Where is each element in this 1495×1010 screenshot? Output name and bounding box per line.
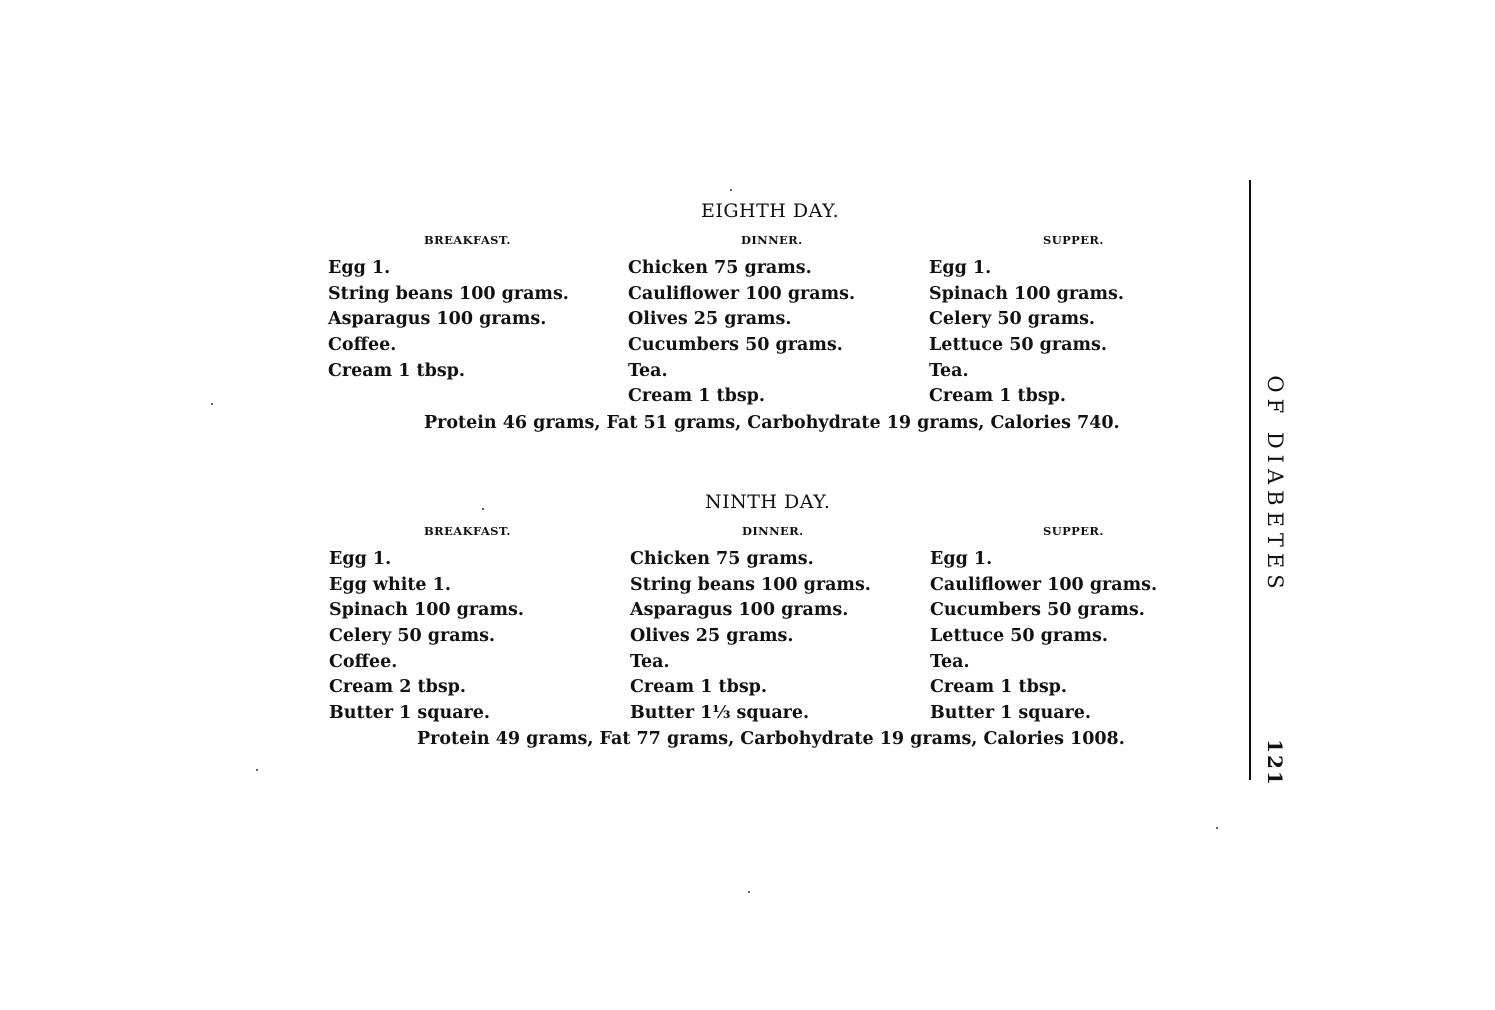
- menu-item: Egg white 1.: [329, 574, 451, 595]
- menu-item: Asparagus 100 grams.: [630, 600, 849, 621]
- menu-item: Tea.: [628, 360, 668, 381]
- menu-item: Coffee.: [329, 651, 398, 672]
- dinner-column: [630, 547, 930, 727]
- column-heading-supper: SUPPER.: [1043, 524, 1104, 538]
- menu-item: Coffee.: [328, 335, 397, 356]
- menu-item: Chicken 75 grams.: [630, 549, 814, 569]
- nutrition-summary: Protein 46 grams, Fat 51 grams, Carbohydrate 19 grams, Calories 740.: [424, 413, 1120, 433]
- menu-item: Cream 2 tbsp.: [329, 677, 467, 698]
- menu-item: Tea.: [630, 651, 670, 672]
- menu-item: Cream 1 tbsp.: [628, 386, 766, 407]
- print-speck: [211, 403, 213, 405]
- menu-item: Cucumbers 50 grams.: [930, 600, 1145, 621]
- menu-item: String beans 100 grams.: [328, 283, 569, 304]
- menu-item: Spinach 100 grams.: [329, 600, 524, 621]
- column-heading-breakfast: BREAKFAST.: [424, 524, 511, 538]
- menu-item: Egg 1.: [328, 258, 391, 278]
- column-heading-dinner: DINNER.: [742, 524, 804, 538]
- menu-item: Celery 50 grams.: [929, 309, 1096, 330]
- menu-item: Celery 50 grams.: [329, 626, 496, 647]
- menu-item: Egg 1.: [329, 549, 392, 569]
- menu-item: Butter 1 square.: [930, 703, 1091, 724]
- menu-item: Lettuce 50 grams.: [929, 335, 1107, 356]
- day-title: NINTH DAY.: [705, 491, 831, 513]
- column-heading-dinner: DINNER.: [741, 233, 803, 247]
- menu-item: Tea.: [930, 651, 970, 672]
- supper-column: [930, 547, 1230, 727]
- breakfast-column: [328, 256, 628, 384]
- breakfast-column: [329, 547, 629, 727]
- menu-item: Cream 1 tbsp.: [929, 386, 1067, 407]
- menu-item: Cream 1 tbsp.: [328, 360, 466, 381]
- running-head: OF DIABETES: [1263, 375, 1287, 595]
- menu-item: Egg 1.: [929, 258, 992, 278]
- menu-item: String beans 100 grams.: [630, 574, 871, 595]
- column-heading-supper: SUPPER.: [1043, 233, 1104, 247]
- menu-item: Chicken 75 grams.: [628, 258, 812, 278]
- menu-item: Tea.: [929, 360, 969, 381]
- menu-item: Lettuce 50 grams.: [930, 626, 1108, 647]
- menu-item: Egg 1.: [930, 549, 993, 569]
- menu-item: Cucumbers 50 grams.: [628, 335, 843, 356]
- menu-item: Cauliflower 100 grams.: [628, 283, 856, 304]
- menu-item: Butter 1 square.: [329, 703, 490, 724]
- column-heading-breakfast: BREAKFAST.: [424, 233, 511, 247]
- print-speck: [1216, 827, 1218, 829]
- menu-item: Spinach 100 grams.: [929, 283, 1124, 304]
- menu-item: Olives 25 grams.: [628, 309, 792, 330]
- menu-item: Butter 1⅓ square.: [630, 703, 810, 724]
- print-speck: [730, 189, 732, 191]
- menu-item: Olives 25 grams.: [630, 626, 794, 647]
- menu-item: Asparagus 100 grams.: [328, 309, 547, 330]
- supper-column: [929, 256, 1229, 410]
- menu-item: Cream 1 tbsp.: [930, 677, 1068, 698]
- print-speck: [256, 769, 258, 771]
- print-speck: [482, 508, 484, 510]
- day-title: EIGHTH DAY.: [701, 200, 840, 222]
- margin-rule: [1249, 180, 1251, 780]
- dinner-column: [628, 256, 928, 410]
- page-number: 121: [1263, 739, 1287, 787]
- menu-item: Cauliflower 100 grams.: [930, 574, 1158, 595]
- print-speck: [748, 891, 750, 893]
- nutrition-summary: Protein 49 grams, Fat 77 grams, Carbohydrate 19 grams, Calories 1008.: [417, 729, 1125, 749]
- menu-item: Cream 1 tbsp.: [630, 677, 768, 698]
